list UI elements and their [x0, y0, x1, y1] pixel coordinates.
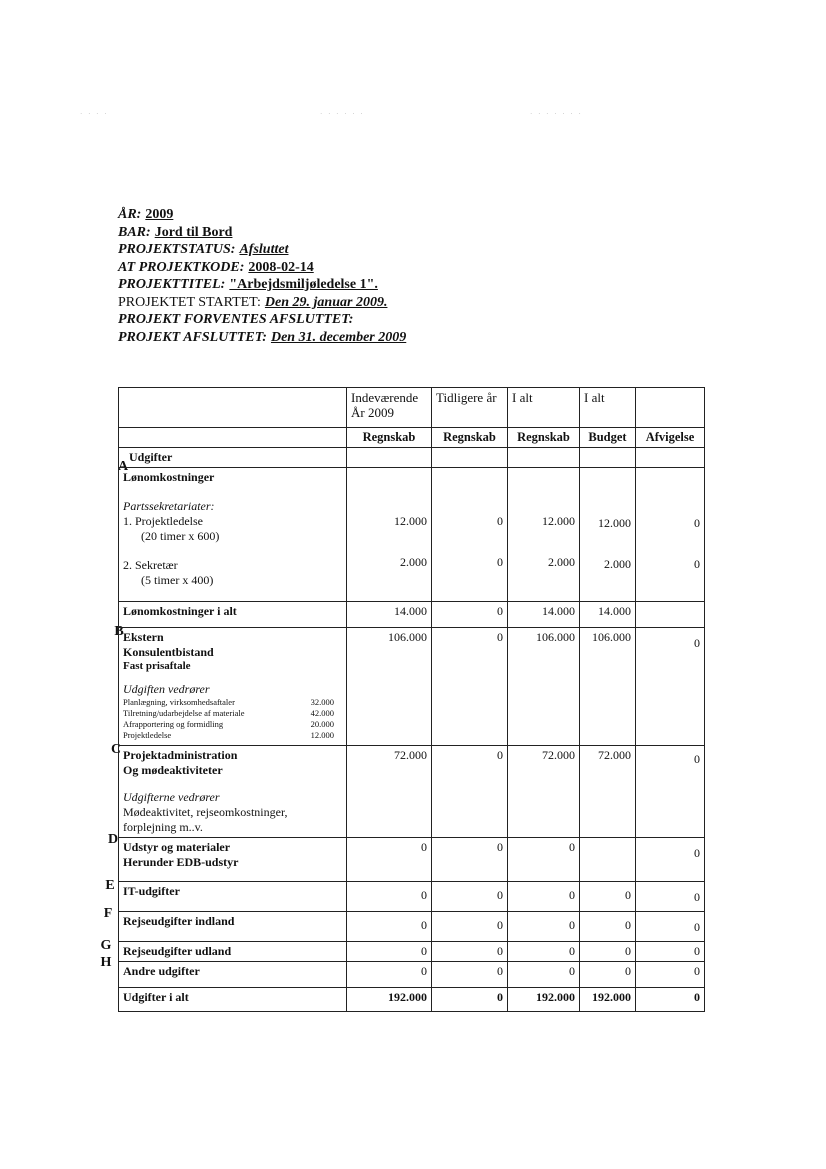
a-item2-previous: 0	[497, 555, 503, 569]
d-previous: 0	[432, 838, 508, 882]
section-c-row	[119, 746, 705, 838]
section-b-label	[119, 628, 347, 746]
b-current: 106.000	[347, 628, 432, 746]
e-current: 0	[347, 882, 432, 912]
section-h-title: Andre udgifter	[119, 962, 347, 988]
b-desc-value: 12.000	[310, 730, 334, 740]
col-head-current-year: Indeværende År 2009	[347, 388, 432, 428]
e-afvigelse: 0	[636, 882, 705, 912]
a-total	[508, 468, 580, 602]
grand-total-label: Udgifter i alt	[119, 988, 347, 1012]
titel-value: "Arbejdsmiljøledelse 1".	[229, 277, 378, 292]
afsluttet-value: Den 31. december 2009	[270, 329, 407, 345]
section-letter-b: B	[114, 624, 124, 639]
a-total-row	[119, 602, 705, 628]
section-h-row	[119, 962, 705, 988]
scan-noise: · · · · · ·	[320, 110, 365, 118]
b-desc-item	[123, 708, 342, 719]
d-afvigelse: 0	[636, 838, 705, 882]
section-a-title: Lønomkostninger	[123, 470, 215, 484]
section-b-title2: Konsulentbistand	[123, 645, 214, 659]
section-d-title2: Herunder EDB-udstyr	[123, 855, 239, 869]
scan-noise: · · · · · · ·	[530, 110, 583, 118]
b-total: 106.000	[508, 628, 580, 746]
col-head-blank	[636, 388, 705, 428]
f-previous: 0	[432, 912, 508, 942]
item-projektledelse-detail: (20 timer x 600)	[141, 529, 220, 543]
b-desc-value: 42.000	[310, 708, 334, 718]
b-desc-label: Tilretning/udarbejdelse af materiale	[123, 708, 245, 718]
a-item2-budget: 2.000	[604, 557, 631, 571]
c-current: 72.000	[347, 746, 432, 838]
startet-row	[118, 294, 406, 312]
a-item2-current: 2.000	[400, 555, 427, 569]
c-previous: 0	[432, 746, 508, 838]
a-item1-total: 12.000	[542, 514, 575, 528]
b-afvigelse: 0	[636, 628, 705, 746]
titel-label: PROJEKTTITEL:	[118, 277, 226, 292]
b-desc-label: Afrapportering og formidling	[123, 719, 224, 729]
f-afvigelse: 0	[636, 912, 705, 942]
aar-row	[118, 206, 406, 224]
status-label: PROJEKTSTATUS:	[118, 242, 236, 257]
b-previous: 0	[432, 628, 508, 746]
section-letter-f: F	[103, 906, 113, 921]
section-d-title1: Udstyr og materialer	[123, 840, 231, 854]
d-budget	[580, 838, 636, 882]
header-blank	[119, 388, 347, 428]
b-budget: 106.000	[580, 628, 636, 746]
b-desc-item	[123, 697, 342, 708]
a-item1-previous: 0	[497, 514, 503, 528]
b-desc-label: Projektledelse	[123, 730, 172, 740]
section-b-title3: Fast prisaftale	[123, 660, 191, 672]
a-item1-afvigelse: 0	[694, 516, 700, 530]
startet-label: PROJEKTET STARTET:	[118, 294, 261, 310]
b-desc-label: Planlægning, virksomhedsaftaler	[123, 697, 235, 707]
status-value: Afsluttet	[239, 242, 289, 257]
grand-total-afvigelse: 0	[636, 988, 705, 1012]
bar-label: BAR:	[118, 224, 151, 240]
titel-row	[118, 276, 406, 294]
subheader-blank	[119, 428, 347, 448]
c-total: 72.000	[508, 746, 580, 838]
bar-row	[118, 224, 406, 242]
kode-label: AT PROJEKTKODE:	[118, 259, 245, 275]
subheader-row	[119, 428, 705, 448]
sub-regnskab-3: Regnskab	[508, 428, 580, 448]
status-row	[118, 241, 406, 259]
section-letter-a: A	[117, 459, 129, 474]
section-letter-c: C	[110, 742, 122, 757]
section-c-intro: Udgifterne vedrører	[123, 790, 220, 804]
item-sekretaer-detail: (5 timer x 400)	[141, 573, 214, 587]
g-budget: 0	[580, 942, 636, 962]
a-budget	[580, 468, 636, 602]
a-previous	[432, 468, 508, 602]
d-total: 0	[508, 838, 580, 882]
a-total-afvigelse	[636, 602, 705, 628]
section-letter-h: H	[100, 955, 112, 970]
a-item1-current: 12.000	[394, 514, 427, 528]
section-a-label	[119, 468, 347, 602]
section-c-label	[119, 746, 347, 838]
forventes-label: PROJEKT FORVENTES AFSLUTTET:	[118, 312, 354, 327]
h-budget: 0	[580, 962, 636, 988]
a-current	[347, 468, 432, 602]
section-a-row	[119, 468, 705, 602]
col-head-total-budget: I alt	[580, 388, 636, 428]
grand-total-previous: 0	[432, 988, 508, 1012]
e-budget: 0	[580, 882, 636, 912]
g-previous: 0	[432, 942, 508, 962]
grand-total-current: 192.000	[347, 988, 432, 1012]
udgifter-heading: Udgifter	[119, 448, 347, 468]
section-b-row	[119, 628, 705, 746]
aar-value: 2009	[145, 207, 174, 222]
a-item1-budget: 12.000	[598, 516, 631, 530]
h-total: 0	[508, 962, 580, 988]
col-head-previous-years: Tidligere år	[432, 388, 508, 428]
sub-afvigelse: Afvigelse	[636, 428, 705, 448]
section-a-intro: Partssekretariater:	[123, 499, 215, 513]
a-total-total: 14.000	[508, 602, 580, 628]
b-desc-item	[123, 730, 342, 741]
afsluttet-row	[118, 329, 406, 347]
a-item2-total: 2.000	[548, 555, 575, 569]
forventes-row	[118, 311, 406, 329]
a-total-budget: 14.000	[580, 602, 636, 628]
budget-table	[118, 387, 705, 1012]
g-current: 0	[347, 942, 432, 962]
section-letter-g: G	[100, 938, 112, 953]
c-afvigelse: 0	[636, 746, 705, 838]
project-header	[118, 206, 406, 346]
g-afvigelse: 0	[636, 942, 705, 962]
column-header-row	[119, 388, 705, 428]
kode-row	[118, 259, 406, 277]
h-current: 0	[347, 962, 432, 988]
section-f-title: Rejseudgifter indland	[119, 912, 347, 942]
grand-total-total: 192.000	[508, 988, 580, 1012]
e-previous: 0	[432, 882, 508, 912]
section-c-desc: Mødeaktivitet, rejseomkostninger, forplejning m..v.	[123, 805, 288, 834]
g-total: 0	[508, 942, 580, 962]
a-item2-afvigelse: 0	[694, 557, 700, 571]
f-budget: 0	[580, 912, 636, 942]
col-head-total-regnskab: I alt	[508, 388, 580, 428]
sub-regnskab-1: Regnskab	[347, 428, 432, 448]
udgifter-row	[119, 448, 705, 468]
sub-regnskab-2: Regnskab	[432, 428, 508, 448]
a-total-label: Lønomkostninger i alt	[119, 602, 347, 628]
section-e-title: IT-udgifter	[119, 882, 347, 912]
h-previous: 0	[432, 962, 508, 988]
grand-total-row	[119, 988, 705, 1012]
section-c-title2: Og mødeaktiviteter	[123, 763, 223, 777]
e-total: 0	[508, 882, 580, 912]
section-g-row	[119, 942, 705, 962]
section-g-title: Rejseudgifter udland	[119, 942, 347, 962]
a-total-previous: 0	[432, 602, 508, 628]
b-desc-item	[123, 719, 342, 730]
section-c-title1: Projektadministration	[123, 748, 238, 762]
sub-budget: Budget	[580, 428, 636, 448]
section-d-label	[119, 838, 347, 882]
b-desc-value: 32.000	[310, 697, 334, 707]
item-projektledelse: 1. Projektledelse	[123, 514, 203, 528]
b-desc-value: 20.000	[310, 719, 334, 729]
afsluttet-label: PROJEKT AFSLUTTET:	[118, 329, 267, 345]
section-d-row	[119, 838, 705, 882]
grand-total-budget: 192.000	[580, 988, 636, 1012]
item-sekretaer: 2. Sekretær	[123, 558, 178, 572]
a-afvigelse	[636, 468, 705, 602]
section-letter-d: D	[107, 832, 119, 847]
section-b-title1: Ekstern	[123, 630, 164, 644]
aar-label: ÅR:	[118, 207, 142, 222]
section-b-intro: Udgiften vedrører	[123, 682, 210, 696]
section-letter-e: E	[105, 878, 115, 893]
bar-value: Jord til Bord	[154, 224, 233, 240]
startet-value: Den 29. januar 2009.	[264, 294, 388, 310]
f-current: 0	[347, 912, 432, 942]
a-total-current: 14.000	[347, 602, 432, 628]
f-total: 0	[508, 912, 580, 942]
c-budget: 72.000	[580, 746, 636, 838]
section-e-row	[119, 882, 705, 912]
kode-value: 2008-02-14	[248, 259, 314, 275]
section-f-row	[119, 912, 705, 942]
d-current: 0	[347, 838, 432, 882]
scan-noise: · · · ·	[80, 110, 109, 118]
h-afvigelse: 0	[636, 962, 705, 988]
